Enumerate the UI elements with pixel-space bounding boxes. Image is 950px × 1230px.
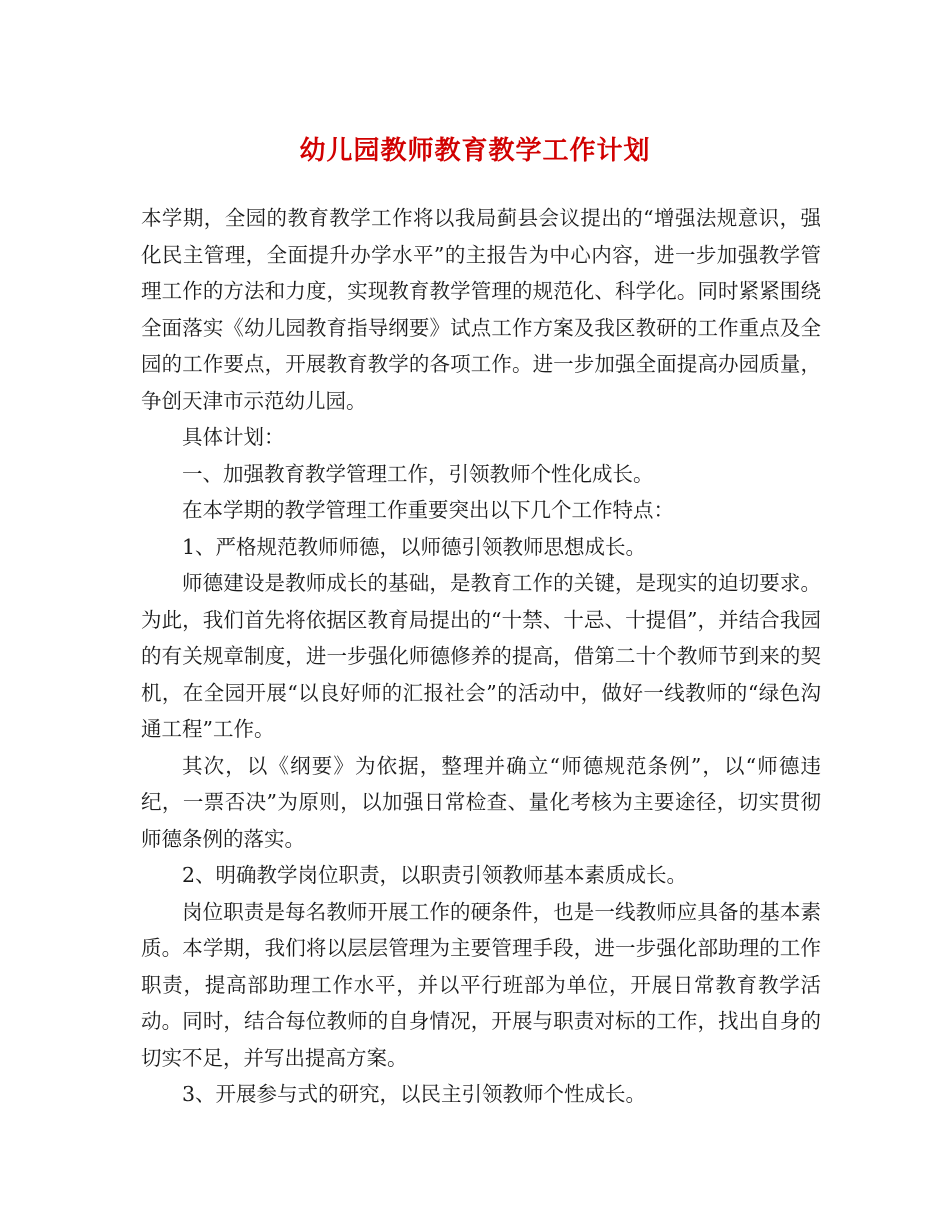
- paragraph-ethics: 师德建设是教师成长的基础，是教育工作的关键，是现实的迫切要求。为此，我们首先将依据区教育局提出的“十禁、十忌、十提倡”，并结合我园的有关规章制度，进一步强化师德修养的提高，借第二十个教师节到来的契机，在全园开展“以良好师的汇报社会”的活动中，做好一线教师的“绿色沟通工程”工作。: [141, 571, 821, 741]
- paragraph-outline: 其次，以《纲要》为依据，整理并确立“师德规范条例”，以“师德违纪，一票否决”为原则，以加强日常检查、量化考核为主要途径，切实贯彻师德条例的落实。: [141, 753, 821, 851]
- section-heading-1: 一、加强教育教学管理工作，引领教师个性化成长。: [182, 461, 654, 486]
- document-title: 幼儿园教师教育教学工作计划: [299, 136, 651, 166]
- paragraph-duties: 岗位职责是每名教师开展工作的硬条件，也是一线教师应具备的基本素质。本学期，我们将以层层管理为主要管理手段，进一步强化部助理的工作职责，提高部助理工作水平，并以平行班部为单位，开展日常教育教学活动。同时，结合每位教师的自身情况，开展与职责对标的工作，找出自身的切实不足，并写出提高方案。: [141, 899, 821, 1070]
- document-body: [141, 200, 821, 1113]
- subsection-heading-3: 3、开展参与式的研究，以民主引领教师个性成长。: [182, 1082, 647, 1106]
- paragraph-intro: 本学期，全园的教育教学工作将以我局蓟县会议提出的“增强法规意识，强化民主管理，全面提升办学水平”的主报告为中心内容，进一步加强教学管理工作的方法和力度，实现教育教学管理的规范化、科学化。同时紧紧围绕全面落实《幼儿园教育指导纲要》试点工作方案及我区教研的工作重点及全园的工作要点，开展教育教学的各项工作。进一步加强全面提高办园质量，争创天津市示范幼儿园。: [141, 206, 821, 413]
- paragraph-features: 在本学期的教学管理工作重要突出以下几个工作特点：: [182, 498, 674, 522]
- subsection-heading-2: 2、明确教学岗位职责，以职责引领教师基本素质成长。: [182, 863, 688, 887]
- subsection-heading-1: 1、严格规范教师师德，以师德引领教师思想成长。: [182, 534, 647, 559]
- paragraph-plan-heading: 具体计划：: [182, 425, 285, 449]
